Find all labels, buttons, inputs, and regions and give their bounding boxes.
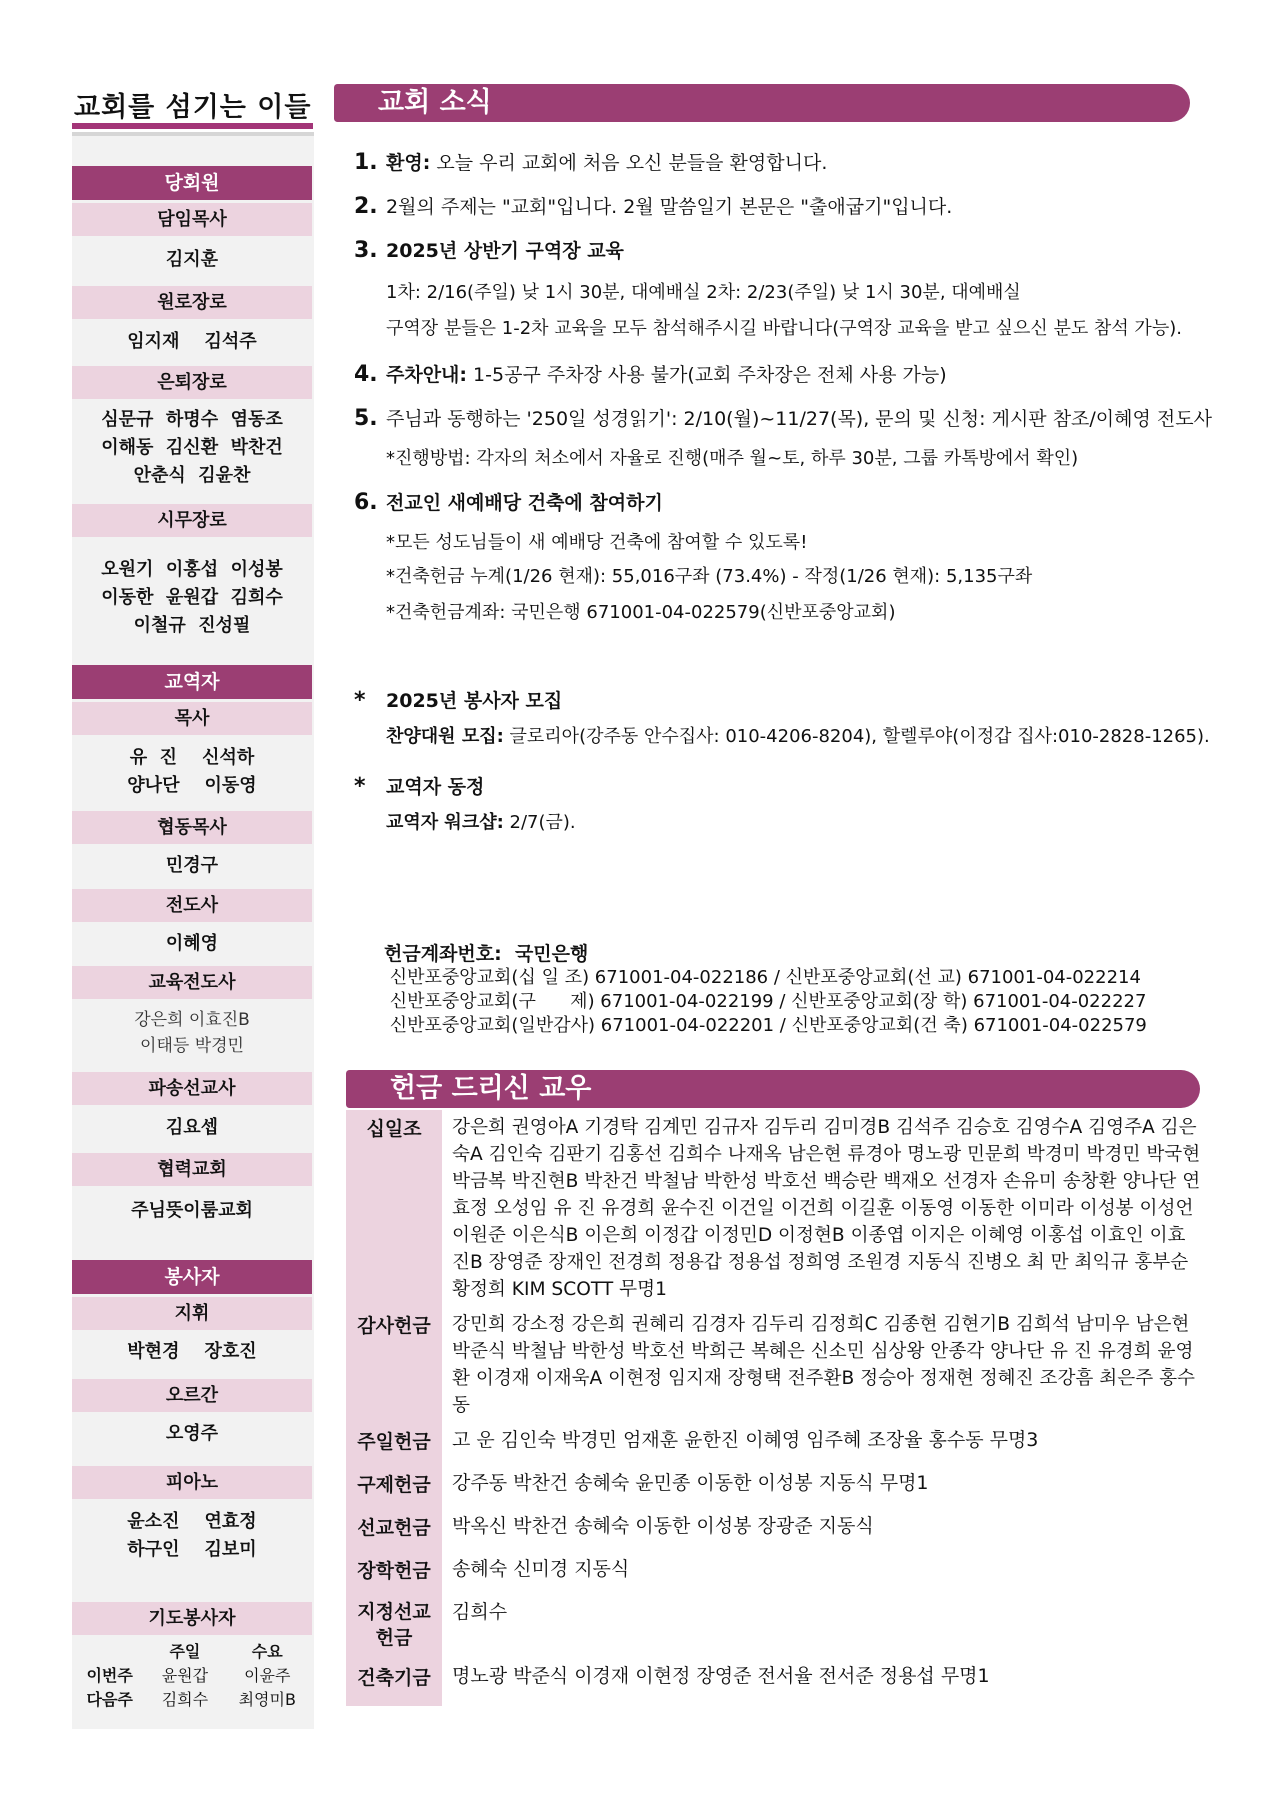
label-retired-elders: 은퇴장로 bbox=[72, 366, 312, 399]
offering-names: 박옥신 박찬건 송혜숙 이동한 이성봉 장광준 지동식 bbox=[452, 1515, 874, 1537]
offerings-header: 헌금 드리신 교우 bbox=[346, 1070, 1200, 1108]
elder-emeritus-names: 임지재 김석주 bbox=[127, 331, 257, 352]
evangelist-name: 이혜영 bbox=[165, 933, 219, 954]
assoc-pastor-name: 민경구 bbox=[165, 855, 219, 876]
offering-names: 김희수 bbox=[452, 1601, 508, 1623]
label-partner-church: 협력교회 bbox=[72, 1153, 312, 1186]
offering-names: 고 운 김인숙 박경민 엄재훈 윤한진 이혜영 임주혜 조장율 홍수동 무명3 bbox=[452, 1429, 1039, 1451]
label-conductor: 지휘 bbox=[72, 1297, 312, 1330]
news-item-6: 6. 전교인 새예배당 건축에 참여하기 bbox=[354, 490, 663, 515]
offering-label: 주일헌금 bbox=[346, 1423, 442, 1458]
account-title: 헌금계좌번호: 국민은행 bbox=[384, 943, 589, 965]
news-star-1: * 2025년 봉사자 모집 bbox=[354, 688, 563, 713]
offering-row-relief bbox=[346, 1458, 1202, 1501]
offering-names: 강민희 강소정 강은희 권혜리 김경자 김두리 김정희C 김종현 김현기B 김희석 남미우 남은현 박준식 박철남 박한성 박호선 박희근 복혜은 신소민 심상왕 안종각 양나단 유 진 유경희 윤영환 이경재 이재욱A 이현정 임지재 장형택 전주환B 정승아 정재현 정혜진 조강흠 최은주 홍수동 bbox=[452, 1314, 1196, 1416]
news-item-2: 2. 2월의 주제는 "교회"입니다. 2월 말씀일기 본문은 "출애굽기"입니다. bbox=[354, 194, 953, 219]
label-edu-evangelist: 교육전도사 bbox=[72, 966, 312, 999]
news-item-3: 3. 2025년 상반기 구역장 교육 bbox=[354, 238, 624, 263]
label-active-elders: 시무장로 bbox=[72, 504, 312, 537]
news-item-4: 4. 주차안내: 1-5공구 주차장 사용 불가(교회 주차장은 전체 사용 가능) bbox=[354, 362, 947, 387]
news-item-6-line1: *모든 성도님들이 새 예배당 건축에 참여할 수 있도록! bbox=[386, 532, 808, 553]
news-item-3-note: 구역장 분들은 1-2차 교육을 모두 참석해주시길 바랍니다(구역장 교육을 받고 싶으신 분도 참석 가능). bbox=[386, 318, 1182, 339]
active-elder-names: 오원기 이홍섭 이성봉 이동한 윤원갑 김희수 이철규 진성필 bbox=[101, 559, 283, 636]
offering-names: 강주동 박찬건 송혜숙 윤민종 이동한 이성봉 지동식 무명1 bbox=[452, 1472, 929, 1494]
label-elder-emeritus: 원로장로 bbox=[72, 286, 312, 319]
senior-pastor-name: 김지훈 bbox=[165, 249, 219, 270]
prayer-col-wednesday: 수요 bbox=[251, 1642, 283, 1661]
offering-row-tithe bbox=[346, 1110, 1202, 1307]
offering-accounts bbox=[384, 942, 1204, 1038]
news-star-2: * 교역자 동정 bbox=[354, 774, 485, 799]
offering-names: 송혜숙 신미경 지동식 bbox=[452, 1558, 630, 1580]
category-ministers: 교역자 bbox=[72, 665, 312, 699]
pianist-names: 윤소진 연효정 하구인 김보미 bbox=[127, 1511, 257, 1560]
offering-row-thanks bbox=[346, 1307, 1202, 1423]
label-piano: 피아노 bbox=[72, 1466, 312, 1499]
prayer-col-sunday: 주일 bbox=[169, 1642, 201, 1661]
label-evangelist: 전도사 bbox=[72, 889, 312, 922]
label-missionary: 파송선교사 bbox=[72, 1072, 312, 1105]
pastor-names: 유 진 신석하 양나단 이동영 bbox=[127, 747, 257, 796]
news-item-5-note: *진행방법: 각자의 처소에서 자율로 진행(매주 월~토, 하루 30분, 그룹 카톡방에서 확인) bbox=[386, 448, 1079, 469]
conductor-names: 박현경 장호진 bbox=[127, 1341, 257, 1362]
organist-name: 오영주 bbox=[165, 1423, 219, 1444]
news-item-5: 5. 주님과 동행하는 '250일 성경읽기': 2/10(월)~11/27(목), 문의 및 신청: 게시판 참조/이혜영 전도사 bbox=[354, 406, 1212, 431]
offering-label: 지정선교헌금 bbox=[346, 1587, 442, 1651]
prayer-table bbox=[72, 1640, 312, 1712]
news-item-6-line2: *건축헌금 누계(1/26 현재): 55,016구좌 (73.4%) - 작정(1/26 현재): 5,135구좌 bbox=[386, 566, 1033, 587]
offerings-table bbox=[346, 1110, 1202, 1706]
prayer-next-wednesday: 최영미B bbox=[238, 1690, 296, 1709]
offering-row-scholarship bbox=[346, 1544, 1202, 1587]
missionary-name: 김요셉 bbox=[165, 1117, 219, 1138]
offering-row-designated-mission bbox=[346, 1587, 1202, 1651]
prayer-this-sunday: 윤원갑 bbox=[161, 1666, 209, 1685]
retired-elder-names: 심문규 하명수 염동조 이해동 김신환 박찬건 안춘식 김윤찬 bbox=[101, 409, 283, 486]
offering-names: 강은희 권영아A 기경탁 김계민 김규자 김두리 김미경B 김석주 김승호 김영수A 김영주A 김은숙A 김인숙 김판기 김홍선 김희수 나재옥 남은현 류경아 명노광 민문희 박경미 박경민 박국현 박금복 박진현B 박찬건 박철남 박한성 박호선 백승란 백재오 선경자 손유미 송창환 양나단 연효정 오성임 유 진 유경희 윤수진 이건일 이건희 이길훈 이동영 이동한 이미라 이성봉 이성언 이원준 이은식B 이은희 이정갑 이정민D 이정현B 이종엽 이지은 이혜영 이홍섭 이효인 이효진B 장영준 장재인 전경희 정용갑 정용섭 정희영 조원경 지동식 진병오 최 만 최익규 홍부순 황정희 KIM SCOTT 무명1 bbox=[452, 1117, 1201, 1300]
label-senior-pastor: 담임목사 bbox=[72, 203, 312, 236]
label-assoc-pastor: 협동목사 bbox=[72, 811, 312, 844]
offering-row-mission bbox=[346, 1501, 1202, 1544]
offering-label: 감사헌금 bbox=[346, 1307, 442, 1423]
offering-label: 구제헌금 bbox=[346, 1458, 442, 1501]
news-item-6-line3: *건축헌금계좌: 국민은행 671001-04-022579(신반포중앙교회) bbox=[386, 602, 896, 623]
news-star-1-detail: 찬양대원 모집: 글로리아(강주동 안수집사: 010-4206-8204), 할렐루야(이정갑 집사:010-2828-1265). bbox=[386, 726, 1210, 747]
offering-label: 건축기금 bbox=[346, 1651, 442, 1706]
edu-evangelist-names: 강은희 이효진B 이태등 박경민 bbox=[134, 1010, 250, 1056]
offering-label: 장학헌금 bbox=[346, 1544, 442, 1587]
partner-church-name: 주님뜻이룸교회 bbox=[131, 1200, 253, 1221]
label-prayer: 기도봉사자 bbox=[72, 1602, 312, 1635]
offering-row-sunday bbox=[346, 1423, 1202, 1458]
category-volunteers: 봉사자 bbox=[72, 1260, 312, 1294]
account-line-1: 신반포중앙교회(십 일 조) 671001-04-022186 / 신반포중앙교회(선 교) 671001-04-022214 bbox=[384, 967, 1141, 988]
news-item-1: 1. 환영: 오늘 우리 교회에 처음 오신 분들을 환영합니다. bbox=[354, 150, 828, 175]
offering-row-building bbox=[346, 1651, 1202, 1706]
news-item-3-schedule: 1차: 2/16(주일) 낮 1시 30분, 대예배실 2차: 2/23(주일) 낮 1시 30분, 대예배실 bbox=[386, 282, 1021, 303]
news-star-2-detail: 교역자 워크샵: 2/7(금). bbox=[386, 812, 576, 833]
label-pastors: 목사 bbox=[72, 702, 312, 735]
account-line-3: 신반포중앙교회(일반감사) 671001-04-022201 / 신반포중앙교회(건 축) 671001-04-022579 bbox=[384, 1015, 1147, 1036]
category-council: 당회원 bbox=[72, 166, 312, 200]
offering-label: 선교헌금 bbox=[346, 1501, 442, 1544]
prayer-this-wednesday: 이윤주 bbox=[244, 1666, 291, 1685]
prayer-row-this-week: 이번주 bbox=[86, 1666, 133, 1685]
account-line-2: 신반포중앙교회(구 제) 671001-04-022199 / 신반포중앙교회(장 학) 671001-04-022227 bbox=[384, 991, 1147, 1012]
offering-names: 명노광 박준식 이경재 이현정 장영준 전서율 전서준 정용섭 무명1 bbox=[452, 1665, 990, 1687]
offering-label: 십일조 bbox=[346, 1110, 442, 1307]
sidebar-title: 교회를 섬기는 이들 bbox=[72, 84, 314, 136]
prayer-next-sunday: 김희수 bbox=[161, 1690, 209, 1709]
label-organ: 오르간 bbox=[72, 1379, 312, 1412]
news-header: 교회 소식 bbox=[334, 84, 1190, 122]
prayer-row-next-week: 다음주 bbox=[86, 1690, 133, 1709]
